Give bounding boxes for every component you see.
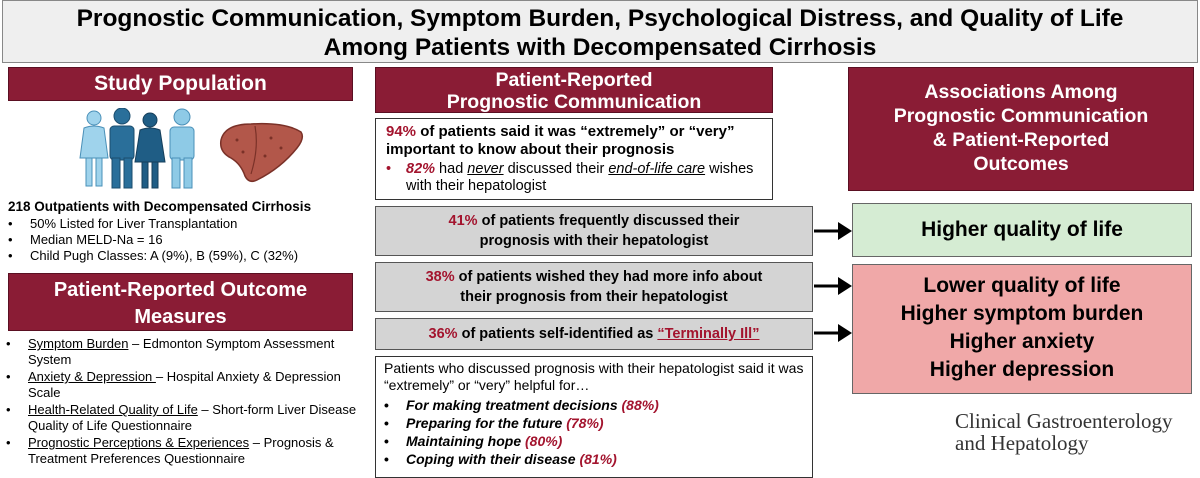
helpful-for-box [375,356,813,478]
helpful-text: Maintaining hope [406,433,525,449]
journal-logo [955,410,1173,454]
negative-outcome: Lower quality of life [923,274,1121,297]
more-info-box [375,262,813,312]
helpful-percent: (81%) [579,451,617,467]
stat-text: wishes with their hepatologist [406,161,754,194]
measure-desc: Short-form Liver Disease Quality of Life Questionnaire [28,402,357,433]
arrow-right-icon [814,275,852,297]
measure-desc: Edmonton Symptom Assessment System [28,336,335,367]
liver-icon [215,118,307,188]
list-item [384,396,804,414]
measure-desc: Prognosis & Treatment Preferences Questionnaire [28,435,334,466]
negative-associations-box [852,264,1192,394]
bullet: • [386,161,392,177]
helpful-list [384,396,804,468]
measure-name: Anxiety & Depression [28,369,156,384]
terminally-ill-highlight: “Terminally Ill” [657,326,760,342]
measure-separator: – [155,369,167,384]
study-population-header: Study Population [8,67,353,101]
stat-percent: 36% [428,326,458,342]
arrow-right-icon [814,322,852,344]
journal-name-line-2: and Hepatology [955,431,1089,455]
negative-outcome: Higher depression [929,358,1115,381]
outcome-measures-header-line-2: Measures [134,306,227,328]
stat-text: of patients frequently discussed their [477,213,740,229]
measure-desc: Hospital Anxiety & Depression Scale [28,369,341,400]
population-list [8,216,358,264]
emphasis-eol-care: end-of-life care [608,161,706,177]
arrow-right-icon [814,220,852,242]
outcome-measures-list [6,336,358,468]
helpful-intro: Patients who discussed prognosis with their hepatologist said it was “extremely” or “very” helpful for… [384,360,804,393]
bullet: • [384,451,389,467]
stat-text: of patients said it was “extremely” or “very” important to know about their prognosis [386,123,735,158]
list-item [6,435,358,467]
list-item [6,402,358,434]
stat-percent: 94% [386,123,417,140]
list-item [6,336,358,368]
negative-outcome: Higher symptom burden [900,302,1144,325]
journal-name-line-1: Clinical Gastroenterology [955,409,1173,433]
stat-line-1 [376,267,812,287]
list-item [384,432,804,450]
associations-header-line: Outcomes [973,153,1069,175]
stat-text: of patients wished they had more info about [454,269,763,285]
stat-percent: 82% [406,161,436,177]
measure-separator: – [197,402,213,417]
title-line-1: Prognostic Communication, Symptom Burden, Psychological Distress, and Quality of Life [76,5,1124,32]
title-line-2: Among Patients with Decompensated Cirrhosis [323,34,877,61]
stat-percent: 41% [448,213,478,229]
outcome-measures-header [8,273,353,331]
negative-outcome: Higher anxiety [949,330,1095,353]
importance-stat-box [375,118,773,200]
stat-line-1 [376,211,812,231]
measure-name: Prognostic Perceptions & Experiences [28,435,250,450]
measure-separator: – [128,336,143,351]
helpful-percent: (88%) [621,397,659,413]
stat-text: had [435,161,468,177]
helpful-text: Coping with their disease [406,451,580,467]
communication-header [375,67,773,113]
associations-header [848,67,1194,191]
bullet: • [384,433,389,449]
helpful-percent: (78%) [566,415,604,431]
bullet: • [384,415,389,431]
associations-header-line: Associations Among [924,81,1118,103]
measure-separator: – [249,435,264,450]
discussed-prognosis-box [375,206,813,256]
list-item: • Child Pugh Classes: A (9%), B (59%), C (32%) [8,248,358,264]
stat-text: discussed their [503,161,609,177]
helpful-percent: (80%) [525,433,563,449]
associations-header-line: & Patient-Reported [932,129,1110,151]
communication-header-line-2: Prognostic Communication [446,91,702,113]
emphasis-never: never [467,161,504,177]
list-item: • Median MELD-Na = 16 [8,232,358,248]
measure-name: Health-Related Quality of Life [28,402,198,417]
list-item [384,450,804,468]
list-item [384,414,804,432]
poster-title [2,0,1198,63]
eol-stat [386,161,762,195]
population-heading: 218 Outpatients with Decompensated Cirrhosis [8,199,312,214]
positive-association-box: Higher quality of life [852,203,1192,257]
stat-line-2: their prognosis from their hepatologist [460,289,728,305]
measure-name: Symptom Burden [28,336,129,351]
associations-header-line: Prognostic Communication [893,105,1149,127]
helpful-text: Preparing for the future [406,415,567,431]
list-item: • 50% Listed for Liver Transplantation [8,216,358,232]
stat-line-2: prognosis with their hepatologist [479,233,709,249]
eol-stat-text [406,161,762,195]
stat-text: of patients self-identified as [457,326,658,342]
terminally-ill-box [375,318,813,350]
stat-percent: 38% [425,269,455,285]
patients-group-icon [72,108,206,190]
bullet: • [384,397,389,413]
helpful-text: For making treatment decisions [406,397,622,413]
outcome-measures-header-line-1: Patient-Reported Outcome [53,279,308,301]
list-item [6,369,358,401]
importance-stat [386,123,762,159]
communication-header-line-1: Patient-Reported [495,69,653,91]
